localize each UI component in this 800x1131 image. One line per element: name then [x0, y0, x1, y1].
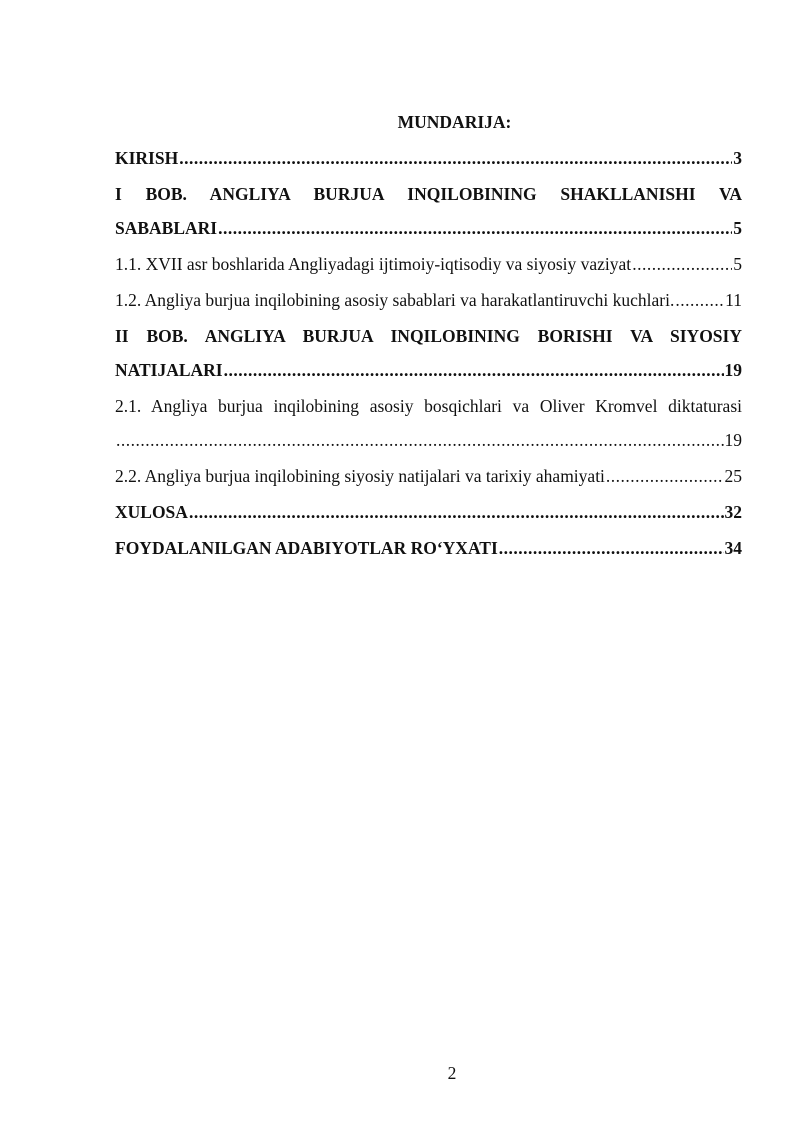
- toc-entry-label: XULOSA: [115, 502, 188, 522]
- dot-leader: [179, 145, 732, 172]
- table-of-contents: [115, 108, 742, 562]
- toc-entry-page: 34: [724, 538, 742, 558]
- toc-entry-page: 5: [733, 254, 742, 274]
- toc-entry-section-2-2[interactable]: [115, 463, 742, 490]
- page-number: 2: [447, 1063, 457, 1083]
- dot-leader: [499, 535, 724, 562]
- toc-entry-page: 11: [725, 290, 742, 310]
- toc-entry-label: 1.1. XVII asr boshlarida Angliyadagi ijtimoiy-iqtisodiy va siyosiy vaziyat: [115, 254, 632, 274]
- toc-entry-label: KIRISH: [115, 148, 179, 168]
- toc-entry-label-line1: 2.1. Angliya burjua inqilobining asosiy bosqichlari va Oliver Kromvel diktaturasi: [115, 396, 742, 416]
- toc-entry-label: NATIJALARI: [115, 360, 223, 380]
- toc-entry-page: 32: [724, 502, 742, 522]
- dot-leader: [632, 251, 732, 278]
- toc-entry-label-line1: II BOB. ANGLIYA BURJUA INQILOBINING BORISHI VA SIYOSIY: [115, 326, 742, 346]
- toc-entry-chapter-2[interactable]: [115, 323, 742, 384]
- dot-leader: [606, 463, 724, 490]
- dot-leader: [189, 499, 724, 526]
- toc-entry-label: 1.2. Angliya burjua inqilobining asosiy sabablari va harakatlantiruvchi kuchlari.: [115, 290, 675, 310]
- toc-entry-page: 19: [724, 430, 742, 450]
- dot-leader: [224, 357, 724, 384]
- dot-leader: [116, 427, 724, 454]
- toc-entry-label: FOYDALANILGAN ADABIYOTLAR RO‘YXATI: [115, 538, 498, 558]
- toc-entry-page: 19: [724, 360, 742, 380]
- toc-entry-section-2-1[interactable]: [115, 393, 742, 454]
- dot-leader: [675, 287, 724, 314]
- toc-title: MUNDARIJA:: [397, 112, 512, 132]
- toc-entry-xulosa[interactable]: [115, 499, 742, 526]
- toc-entry-chapter-1[interactable]: [115, 181, 742, 242]
- toc-entry-label-line1: I BOB. ANGLIYA BURJUA INQILOBINING SHAKLLANISHI VA: [115, 184, 742, 204]
- toc-entry-label: SABABLARI: [115, 218, 218, 238]
- toc-entry-page: 3: [733, 148, 742, 168]
- toc-entry-bibliography[interactable]: [115, 535, 742, 562]
- toc-entry-section-1-1[interactable]: [115, 251, 742, 278]
- toc-entry-kirish[interactable]: [115, 145, 742, 172]
- toc-entry-section-1-2[interactable]: [115, 287, 742, 314]
- toc-entry-label: 2.2. Angliya burjua inqilobining siyosiy natijalari va tarixiy ahamiyati: [115, 466, 605, 486]
- dot-leader: [218, 215, 732, 242]
- toc-entry-page: 25: [724, 466, 742, 486]
- toc-entry-page: 5: [733, 218, 742, 238]
